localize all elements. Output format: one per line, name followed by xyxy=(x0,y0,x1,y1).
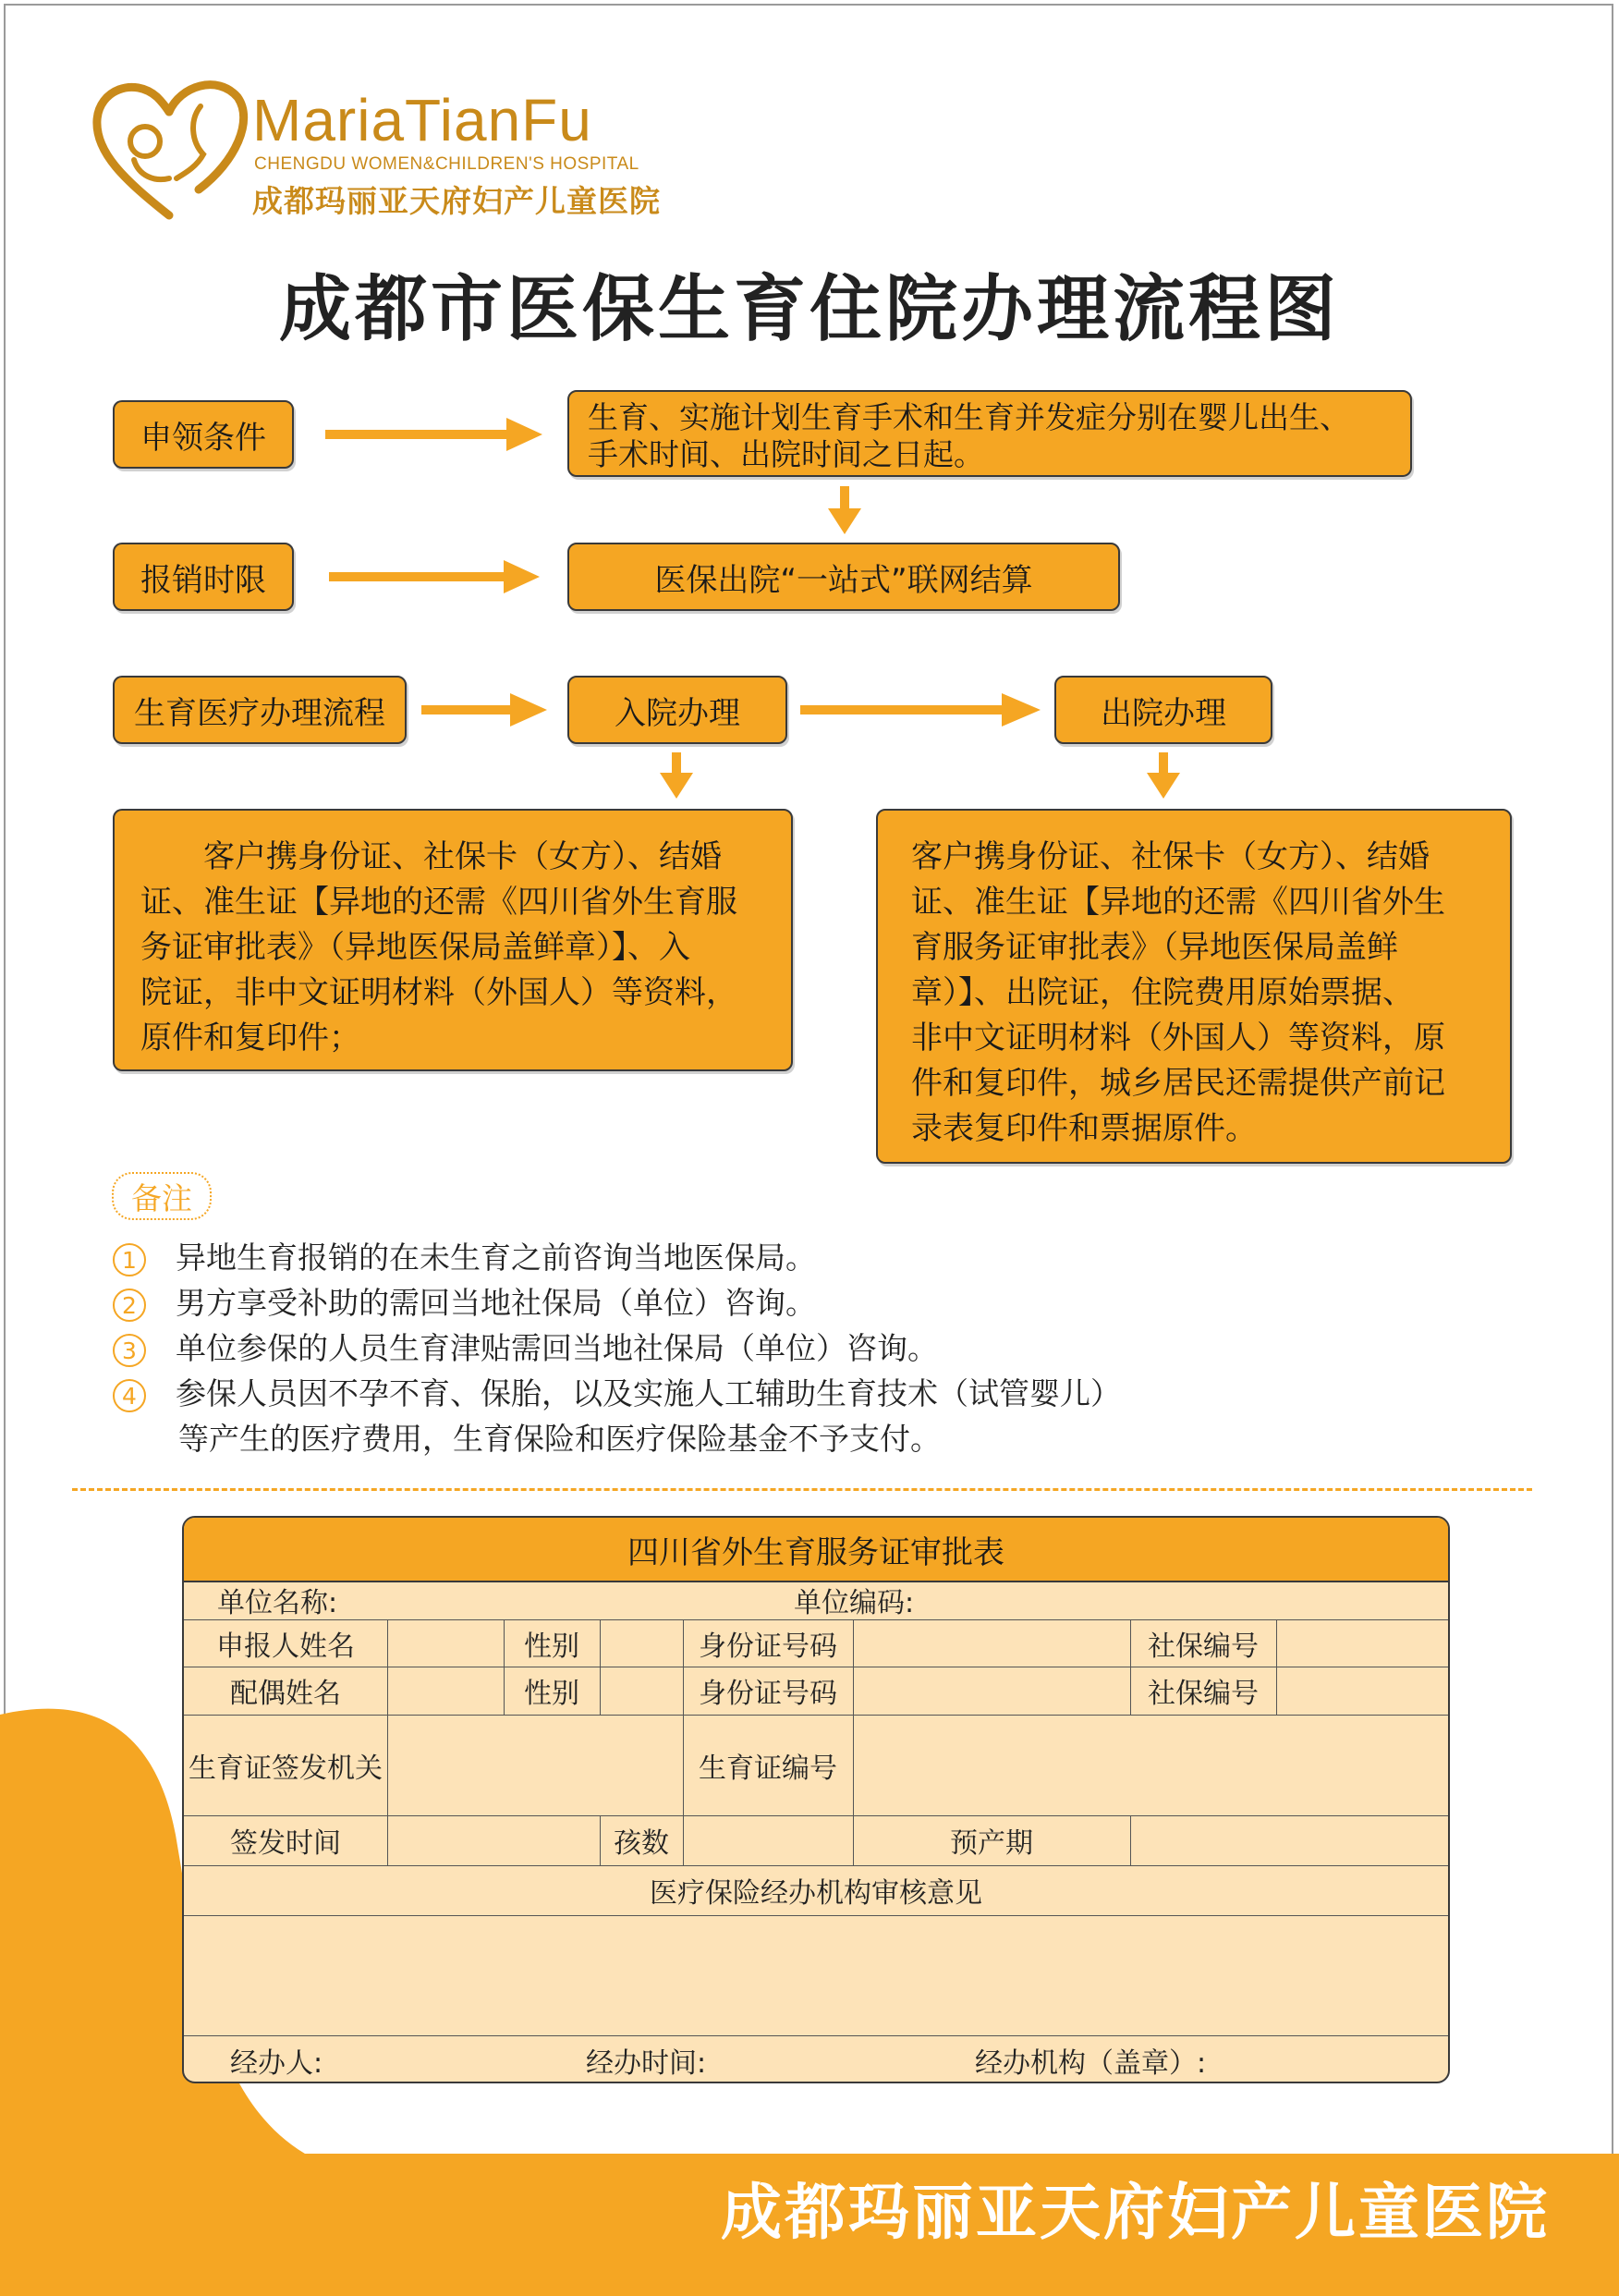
issue-date-label: 签发时间 xyxy=(230,1827,341,1860)
admission-label: 入院办理 xyxy=(615,694,740,732)
id-number-label: 身份证号码 xyxy=(699,1678,837,1710)
time-limit-label-box xyxy=(113,543,294,611)
arrow-right-icon xyxy=(329,560,540,593)
spouse-name-label: 配偶姓名 xyxy=(230,1678,341,1710)
note-item xyxy=(113,1371,1121,1416)
arrow-right-icon xyxy=(421,693,547,727)
gender-label: 性别 xyxy=(524,1630,579,1663)
dashed-divider xyxy=(72,1488,1532,1491)
page-title: 成都市医保生育住院办理流程图 xyxy=(278,268,1340,351)
admission-docs-line: 院证，非中文证明材料（外国人）等资料， xyxy=(140,974,737,1011)
footer-hospital-name: 成都玛丽亚天府妇产儿童医院 xyxy=(721,2177,1550,2248)
note-text: 男方享受补助的需回当地社保局（单位）咨询。 xyxy=(176,1285,816,1321)
form-rule xyxy=(683,1815,684,1865)
social-security-label: 社保编号 xyxy=(1148,1630,1259,1663)
review-opinion-label: 医疗保险经办机构审核意见 xyxy=(650,1877,982,1910)
certificate-number-label: 生育证编号 xyxy=(699,1752,837,1785)
form-rule xyxy=(1130,1815,1131,1865)
arrow-down-icon xyxy=(660,752,693,799)
heart-mother-child-icon xyxy=(88,69,250,231)
note-text: 异地生育报销的在未生育之前咨询当地医保局。 xyxy=(176,1240,816,1276)
form-rule xyxy=(853,1715,854,1815)
form-rule xyxy=(1276,1619,1277,1715)
form-rule xyxy=(387,1815,388,1865)
condition-label: 申领条件 xyxy=(140,419,266,457)
form-rule xyxy=(184,2035,1448,2036)
discharge-box xyxy=(1054,676,1272,744)
discharge-docs-line: 非中文证明材料（外国人）等资料，原 xyxy=(911,1020,1445,1056)
logo-name-en: MariaTianFu xyxy=(252,87,592,153)
note-text: 单位参保的人员生育津贴需回当地社保局（单位）咨询。 xyxy=(176,1330,938,1366)
admission-docs-line: 原件和复印件； xyxy=(140,1020,360,1056)
logo-name-cn: 成都玛丽亚天府妇产儿童医院 xyxy=(252,183,661,219)
unit-code-label: 单位编码: xyxy=(794,1587,915,1619)
process-label: 生育医疗办理流程 xyxy=(134,694,385,732)
note-number: 3 xyxy=(113,1334,146,1367)
form-rule xyxy=(184,1915,1448,1916)
admission-docs-line: 证、准生证【异地的还需《四川省外生育服 xyxy=(140,884,737,921)
note-item xyxy=(113,1280,816,1325)
notes-tag: 备注 xyxy=(112,1172,212,1220)
arrow-right-icon xyxy=(800,693,1041,727)
discharge-docs-line: 录表复印件和票据原件。 xyxy=(911,1110,1257,1147)
condition-label-box xyxy=(113,400,294,469)
note-text: 参保人员因不孕不育、保胎，以及实施人工辅助生育技术（试管婴儿） xyxy=(176,1375,1121,1411)
logo-subtitle-en: CHENGDU WOMEN&CHILDREN'S HOSPITAL xyxy=(254,154,639,174)
admission-box xyxy=(567,676,787,744)
unit-name-label: 单位名称: xyxy=(217,1587,338,1619)
note-text-continued: 等产生的医疗费用，生育保险和医疗保险基金不予支付。 xyxy=(178,1421,941,1457)
form-rule xyxy=(387,1715,388,1815)
gender-label: 性别 xyxy=(524,1678,579,1710)
approval-form xyxy=(182,1516,1450,2083)
handling-agency-label: 经办机构（盖章）: xyxy=(975,2047,1207,2080)
condition-text-line2: 手术时间、出院时间之日起。 xyxy=(588,436,984,472)
child-count-label: 孩数 xyxy=(614,1827,669,1860)
discharge-label: 出院办理 xyxy=(1101,694,1226,732)
arrow-down-icon xyxy=(1147,752,1180,799)
form-title: 四川省外生育服务证审批表 xyxy=(184,1518,1448,1582)
admission-docs-line: 客户携身份证、社保卡（女方）、结婚 xyxy=(140,838,722,875)
id-number-label: 身份证号码 xyxy=(699,1630,837,1663)
form-rule xyxy=(387,1619,388,1715)
settlement-box xyxy=(567,543,1120,611)
discharge-docs-line: 证、准生证【异地的还需《四川省外生 xyxy=(911,884,1445,921)
note-number: 2 xyxy=(113,1288,146,1322)
social-security-label: 社保编号 xyxy=(1148,1678,1259,1710)
applicant-name-label: 申报人姓名 xyxy=(216,1630,355,1663)
discharge-docs-line: 件和复印件，城乡居民还需提供产前记 xyxy=(911,1065,1445,1102)
condition-text-box xyxy=(567,390,1412,477)
form-rule xyxy=(600,1619,601,1715)
admission-docs-box xyxy=(113,809,793,1071)
arrow-right-icon xyxy=(325,418,542,451)
note-number: 4 xyxy=(113,1379,146,1412)
discharge-docs-line: 客户携身份证、社保卡（女方）、结婚 xyxy=(911,838,1430,875)
note-item xyxy=(113,1235,816,1280)
discharge-docs-line: 章）】、出院证，住院费用原始票据、 xyxy=(911,974,1414,1011)
form-rule xyxy=(853,1619,854,1715)
hospital-logo xyxy=(88,69,661,236)
time-limit-label: 报销时限 xyxy=(140,561,266,599)
note-item xyxy=(113,1325,938,1371)
arrow-down-icon xyxy=(828,486,861,534)
condition-text-line1: 生育、实施计划生育手术和生育并发症分别在婴儿出生、 xyxy=(588,399,1350,435)
admission-docs-line: 务证审批表》（异地医保局盖鲜章）】、入 xyxy=(140,929,690,966)
process-label-box xyxy=(113,676,407,744)
handling-time-label: 经办时间: xyxy=(586,2047,707,2080)
issuing-authority-label: 生育证签发机关 xyxy=(189,1752,383,1785)
discharge-docs-line: 育服务证审批表》（异地医保局盖鲜 xyxy=(911,929,1398,966)
discharge-docs-box xyxy=(876,809,1512,1164)
handler-label: 经办人: xyxy=(230,2047,323,2080)
note-number: 1 xyxy=(113,1243,146,1276)
settlement-text: 医保出院“一站式”联网结算 xyxy=(654,561,1033,599)
due-date-label: 预产期 xyxy=(950,1827,1033,1860)
